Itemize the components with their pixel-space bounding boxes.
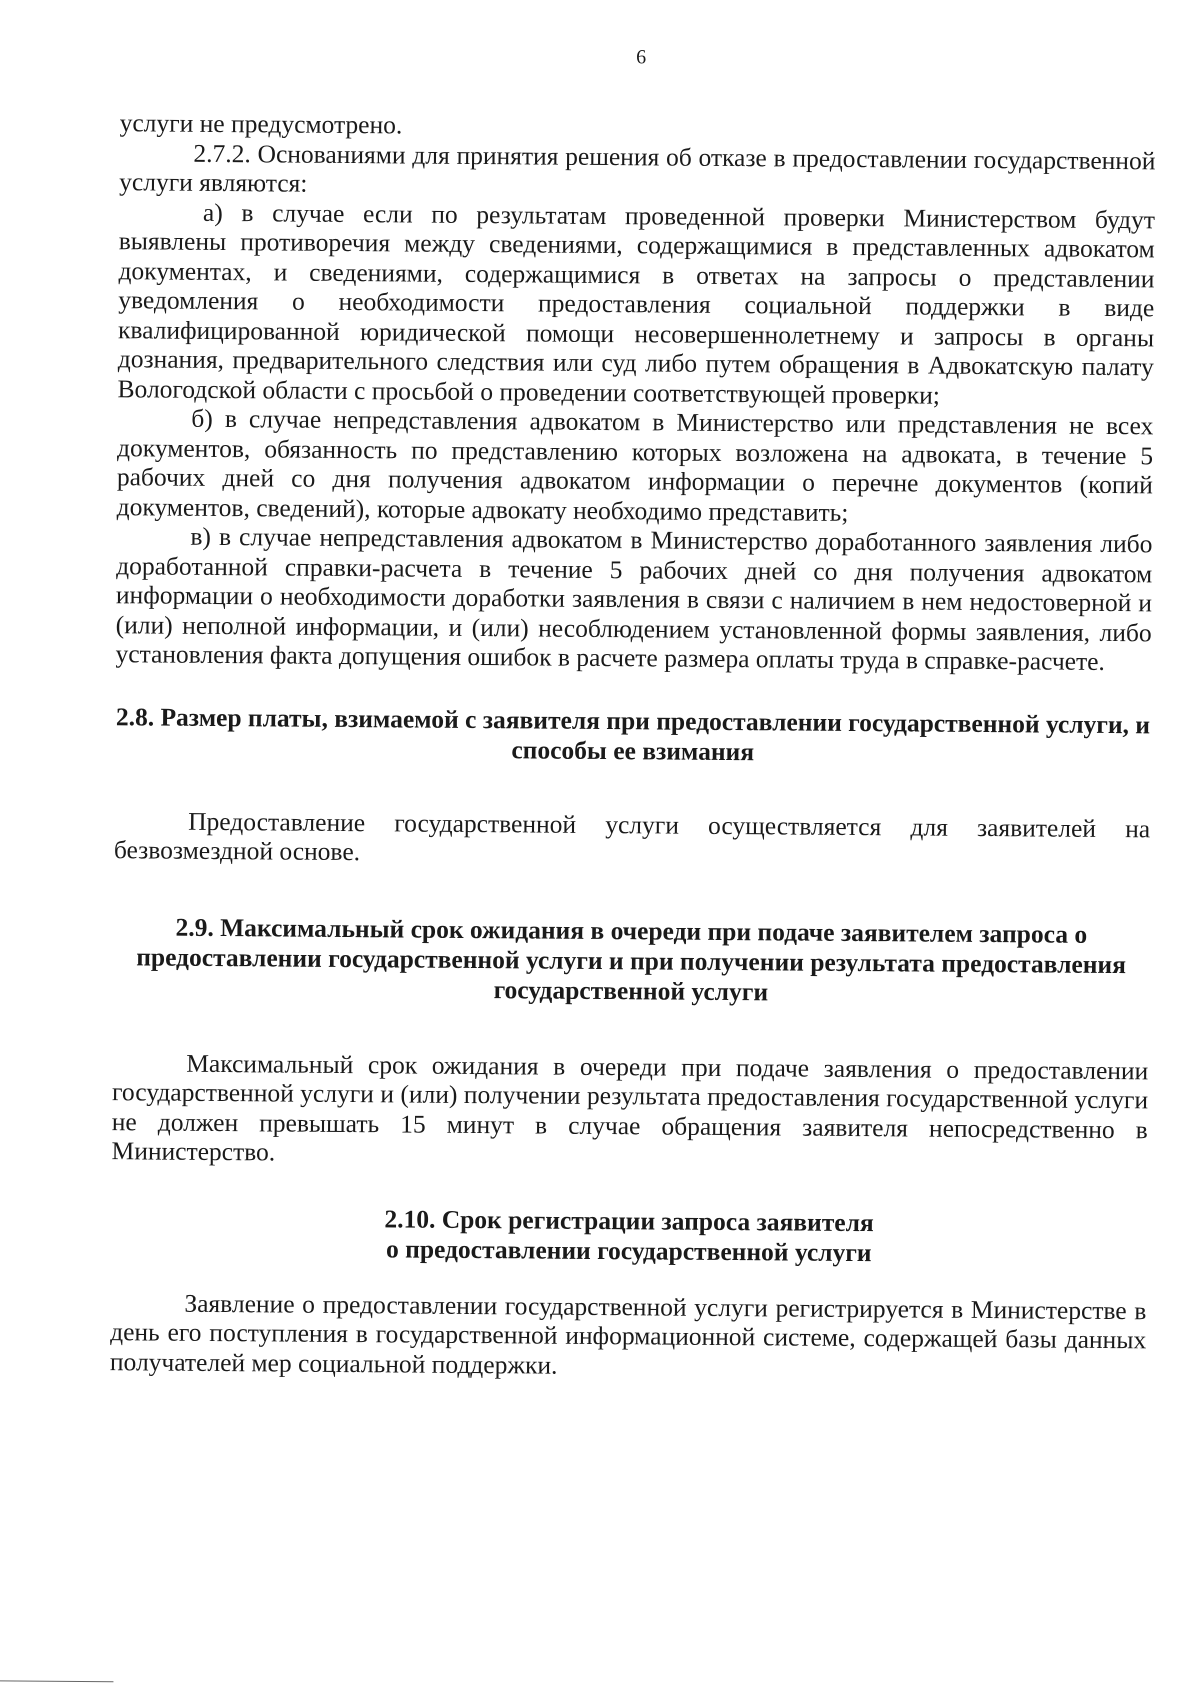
section-heading-2-10-line-2: о предоставлении государственной услуги bbox=[386, 1233, 872, 1267]
paragraph-continuation: услуги не предусмотрено. bbox=[119, 108, 403, 140]
section-heading-2-10-line-1: 2.10. Срок регистрации запроса заявителя bbox=[384, 1203, 874, 1237]
section-text-2-8: Предоставление государственной услуги осуществляется для заявителей на безвозмездной основе. bbox=[113, 806, 1151, 867]
document-body bbox=[110, 108, 1156, 1384]
section-heading-2-9: 2.9. Максимальный срок ожидания в очереди при подаче заявителем запроса о предоставлении государственной услуги и при получении результата предоставления государственной услуги bbox=[136, 912, 1127, 1006]
paragraph-item-b: б) в случае непредставления адвокатом в Министерство или представления не всех документов, обязанность по представлению которых возложена на адвоката, в течение 5 рабочих дней со дня получения адвокатом информации о перечне документов (копий документов, сведений), которые адвокату необходимо представить; bbox=[116, 403, 1154, 527]
page-number: 6 bbox=[636, 46, 647, 69]
section-text-2-10: Заявление о предоставлении государственной услуги регистрируется в Министерстве в день его поступления в государственной информационной системе, содержащей базы данных получателей мер социальной поддержки. bbox=[109, 1288, 1147, 1380]
section-heading-2-10 bbox=[111, 1202, 1147, 1270]
section-text-2-9: Максимальный срок ожидания в очереди при подаче заявления о предоставлении государственной услуги и (или) получении результата предоставления государственной услуги не должен превышать 15 минут в случае обращения заявителя непосредственно в Министерство. bbox=[111, 1048, 1149, 1167]
section-heading-2-8: 2.8. Размер платы, взимаемой с заявителя при предоставлении государственной услуги, и способы ее взимания bbox=[115, 701, 1151, 766]
footer-rule bbox=[0, 1680, 113, 1682]
paragraph-item-v: в) в случае непредставления адвокатом в Министерство доработанного заявления либо доработанной справки-расчета в течение 5 рабочих дней со дня получения адвокатом информации о необходимости доработки заявления в связи с наличием в нем недостоверной и (или) неполной информации, и (или) несоблюдением установленной формы заявления, либо установления факта допущения ошибок в расчете размера оплаты труда в справке-расчете. bbox=[115, 521, 1153, 676]
paragraph-2-7-2: 2.7.2. Основаниями для принятия решения об отказе в предоставлении государственной услуги являются: bbox=[119, 138, 1156, 198]
paragraph-item-a: а) в случае если по результатам проведенной проверки Министерством будут выявлены противоречия между сведениями, содержащимися в представленных адвокатом документах, и сведениями, содержащимися в ответах на запросы о представлении уведомления о необходимости предоставления социальной поддержки в виде квалифицированной юридической помощи несовершеннолетнему и запросы в органы дознания, предварительного следствия или суд либо путем обращения в Адвокатскую палату Вологодской области с просьбой о проведении соответствующей проверки; bbox=[117, 197, 1156, 410]
